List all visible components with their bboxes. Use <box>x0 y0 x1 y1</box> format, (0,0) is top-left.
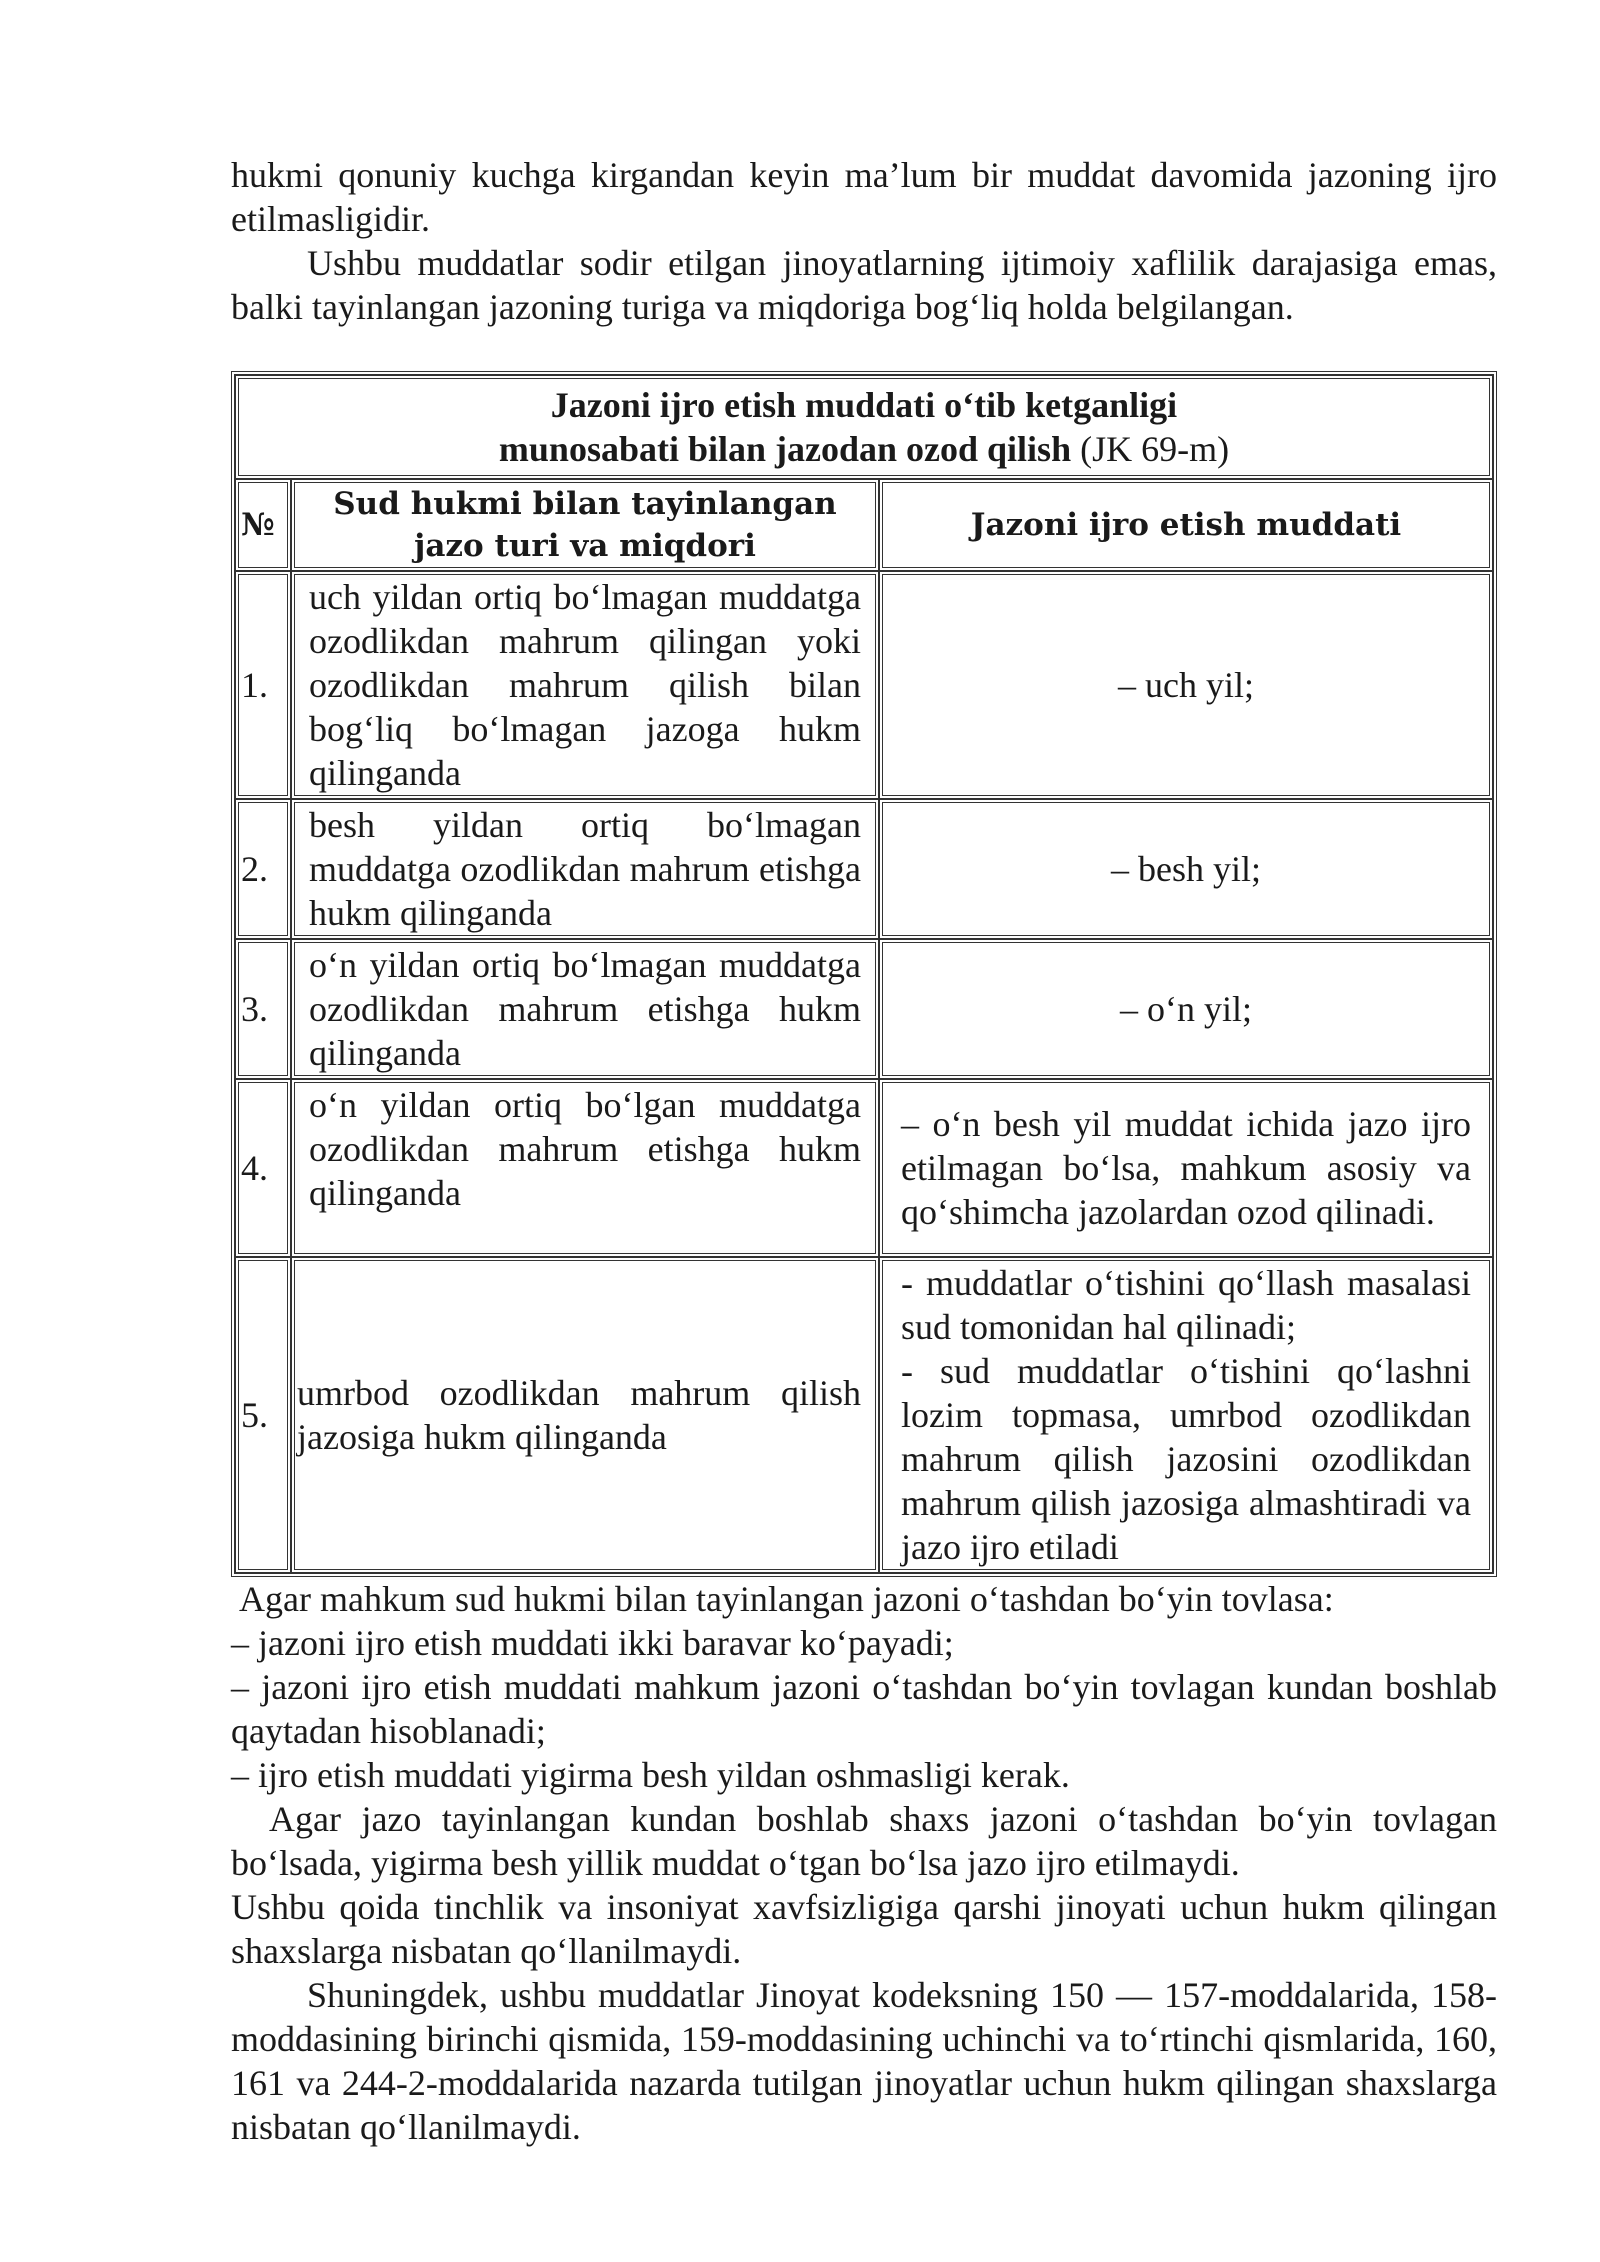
row-execution-term-part-b: - sud muddatlar o‘tishini qo‘lashni lozim topmasa, umrbod ozodlikdan mahrum qilish jazosini ozodlikdan mahrum qilish jazosiga almashtiradi va jazo ijro etiladi <box>901 1351 1471 1567</box>
table-row <box>235 939 1493 1079</box>
row-penalty-type: uch yildan ortiq bo‘lmagan muddatga ozodlikdan mahrum qilingan yoki ozodlikdan mahrum qilish bilan bog‘liq bo‘lmagan jazoga hukm qilinganda <box>291 571 879 799</box>
row-execution-term-part-a: - muddatlar o‘tishini qo‘llash masalasi sud tomonidan hal qilinadi; <box>901 1263 1471 1347</box>
row-penalty-type: o‘n yildan ortiq bo‘lgan muddatga ozodlikdan mahrum etishga hukm qilinganda <box>291 1079 879 1257</box>
table-caption-line-2: munosabati bilan jazodan ozod qilish <box>498 429 1072 469</box>
row-number: 5. <box>235 1257 291 1573</box>
table-caption-reference: (JK 69-m) <box>1080 429 1230 469</box>
row-execution-term: – uch yil; <box>879 571 1493 799</box>
table-row <box>235 1079 1493 1257</box>
evasion-lead: Agar mahkum sud hukmi bilan tayinlangan jazoni o‘tashdan bo‘yin tovlasa: <box>239 1579 1334 1619</box>
limitation-table <box>231 371 1497 1577</box>
table-caption-line-1: Jazoni ijro etish muddati o‘tib ketganligi <box>550 385 1178 425</box>
row-execution-term: – o‘n besh yil muddat ichida jazo ijro etilmagan bo‘lsa, mahkum asosiy va qo‘shimcha jazolardan ozod qilinadi. <box>879 1079 1493 1257</box>
row-penalty-type: o‘n yildan ortiq bo‘lmagan muddatga ozodlikdan mahrum etishga hukm qilinganda <box>291 939 879 1079</box>
paragraph-twenty-five-years: Agar jazo tayinlangan kundan boshlab shaxs jazoni o‘tashdan bo‘yin tovlagan bo‘lsada, yigirma besh yillik muddat o‘tgan bo‘lsa jazo ijro etilmaydi. <box>231 1799 1497 1883</box>
row-penalty-type: umrbod ozodlikdan mahrum qilish jazosiga hukm qilinganda <box>291 1257 879 1573</box>
row-number: 4. <box>235 1079 291 1257</box>
row-execution-term: – besh yil; <box>879 799 1493 939</box>
row-execution-term <box>879 1257 1493 1573</box>
paragraph-exception-articles: Shuningdek, ushbu muddatlar Jinoyat kodeksning 150 — 157-moddalarida, 158-moddasining birinchi qismida, 159-moddasining uchinchi va to‘rtinchi qismlarida, 160, 161 va 244-2-moddalarida nazarda tutilgan jinoyatlar uchun hukm qilingan shaxslarga nisbatan qo‘llanilmaydi. <box>231 1975 1497 2147</box>
row-number: 1. <box>235 571 291 799</box>
intro-paragraph-1: hukmi qonuniy kuchga kirgandan keyin ma’lum bir muddat davomida jazoning ijro etilmasligidir. <box>231 155 1497 239</box>
table-row <box>235 1257 1493 1573</box>
evasion-item-2: – jazoni ijro etish muddati mahkum jazoni o‘tashdan bo‘yin tovlagan kundan boshlab qaytadan hisoblanadi; <box>231 1667 1497 1751</box>
paragraph-exception-peace: Ushbu qoida tinchlik va insoniyat xavfsizligiga qarshi jinoyati uchun hukm qilingan shaxslarga nisbatan qo‘llanilmaydi. <box>231 1887 1497 1971</box>
table-caption <box>235 375 1493 479</box>
header-number: № <box>235 479 291 571</box>
intro-paragraph-2: Ushbu muddatlar sodir etilgan jinoyatlarning ijtimoiy xaflilik darajasiga emas, balki tayinlangan jazoning turiga va miqdoriga bog‘liq holda belgilangan. <box>231 243 1497 327</box>
row-execution-term: – o‘n yil; <box>879 939 1493 1079</box>
row-number: 3. <box>235 939 291 1079</box>
table-row <box>235 799 1493 939</box>
header-penalty-type: Sud hukmi bilan tayinlangan jazo turi va miqdori <box>291 479 879 571</box>
table-row <box>235 571 1493 799</box>
evasion-item-3: – ijro etish muddati yigirma besh yildan oshmasligi kerak. <box>231 1755 1070 1795</box>
evasion-item-1: – jazoni ijro etish muddati ikki baravar ko‘payadi; <box>231 1623 954 1663</box>
row-number: 2. <box>235 799 291 939</box>
header-execution-term: Jazoni ijro etish muddati <box>879 479 1493 571</box>
row-penalty-type: besh yildan ortiq bo‘lmagan muddatga ozodlikdan mahrum etishga hukm qilinganda <box>291 799 879 939</box>
